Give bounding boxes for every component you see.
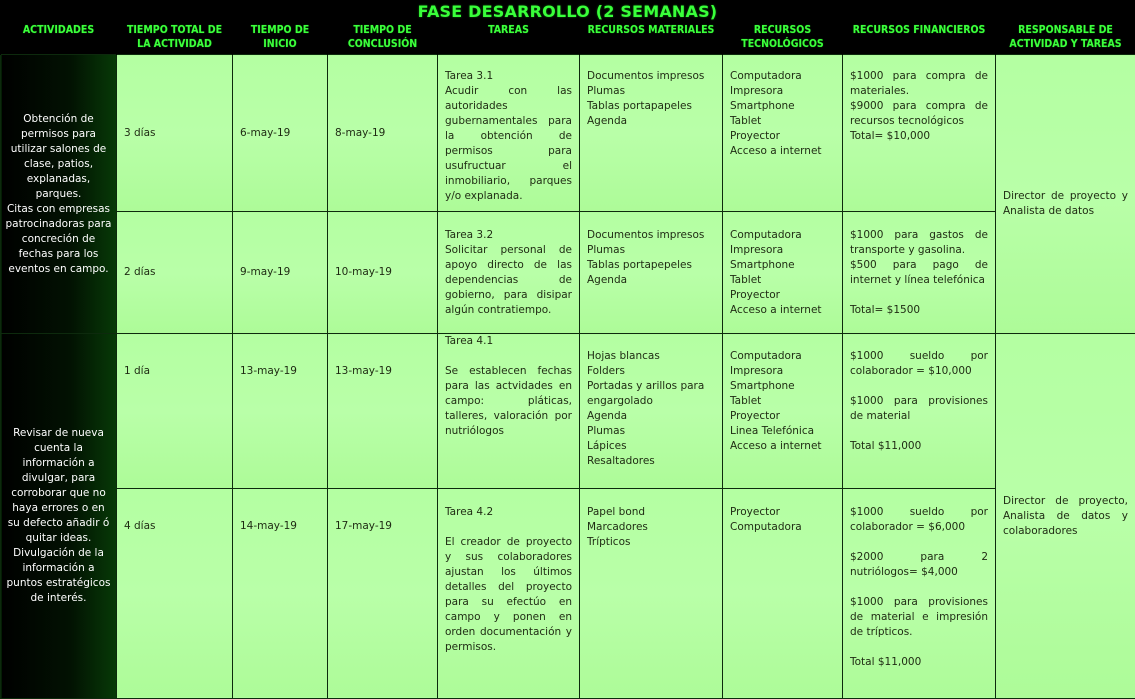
activity-cell: Obtención de permisos para utilizar salones de clase, patios, explanadas, parques. Citas con empresas patrocinadoras para concreción de fechas para los eventos en campo.	[1, 55, 117, 334]
end-time-cell: 17-may-19	[328, 488, 438, 698]
schedule-table	[0, 22, 1135, 699]
header-responsible: RESPONSABLE DE ACTIVIDAD Y TAREAS	[996, 22, 1135, 55]
tech-cell: Computadora Impresora Smartphone Tablet Proyector Linea Telefónica Acceso a internet	[723, 334, 843, 488]
start-time-cell: 13-may-19	[233, 334, 328, 488]
finance-cell: $1000 sueldo por colaborador = $10,000 $1000 para provisiones de material Total $11,000	[843, 334, 996, 488]
finance-cell: $1000 para compra de materiales. $9000 para compra de recursos tecnológicos Total= $10,000	[843, 55, 996, 212]
total-time-cell: 3 días	[117, 55, 233, 212]
tech-cell: Computadora Impresora Smartphone Tablet Proyector Acceso a internet	[723, 55, 843, 212]
materials-cell: Documentos impresos Plumas Tablas portapepeles Agenda	[580, 212, 723, 334]
end-time-cell: 10-may-19	[328, 212, 438, 334]
tech-cell: Computadora Impresora Smartphone Tablet Proyector Acceso a internet	[723, 212, 843, 334]
table-row	[1, 212, 1135, 334]
total-time-cell: 1 día	[117, 334, 233, 488]
start-time-cell: 9-may-19	[233, 212, 328, 334]
table-row	[1, 334, 1135, 488]
page-title: FASE DESARROLLO (2 SEMANAS)	[417, 2, 718, 21]
header-tech: RECURSOS TECNOLÓGICOS	[723, 22, 843, 55]
materials-cell: Hojas blancas Folders Portadas y arillos para engargolado Agenda Plumas Lápices Resaltadores	[580, 334, 723, 488]
finance-cell: $1000 para gastos de transporte y gasolina. $500 para pago de internet y línea telefónica Total= $1500	[843, 212, 996, 334]
table-row	[1, 55, 1135, 212]
header-end-time: TIEMPO DE CONCLUSIÓN	[328, 22, 438, 55]
header-activities: ACTIVIDADES	[1, 22, 117, 55]
header-finance: RECURSOS FINANCIEROS	[843, 22, 996, 55]
materials-cell: Documentos impresos Plumas Tablas portapapeles Agenda	[580, 55, 723, 212]
start-time-cell: 14-may-19	[233, 488, 328, 698]
tech-cell: Proyector Computadora	[723, 488, 843, 698]
task-cell: Tarea 4.1 Se establecen fechas para las actvidades en campo: pláticas, talleres, valoración por nutriólogos	[438, 334, 580, 488]
responsible-cell: Director de proyecto, Analista de datos y colaboradores	[996, 334, 1135, 699]
header-start-time: TIEMPO DE INICIO	[233, 22, 328, 55]
total-time-cell: 4 días	[117, 488, 233, 698]
total-time-cell: 2 días	[117, 212, 233, 334]
end-time-cell: 13-may-19	[328, 334, 438, 488]
task-cell: Tarea 3.1 Acudir con las autoridades gubernamentales para la obtención de permisos para usufructuar el inmobiliario, parques y/o explanada.	[438, 55, 580, 212]
responsible-cell: Director de proyecto y Analista de datos	[996, 55, 1135, 334]
materials-cell: Papel bond Marcadores Trípticos	[580, 488, 723, 698]
header-materials: RECURSOS MATERIALES	[580, 22, 723, 55]
finance-cell: $1000 sueldo por colaborador = $6,000 $2000 para 2 nutriólogos= $4,000 $1000 para provisiones de material e impresión de trípticos. Total $11,000	[843, 488, 996, 698]
start-time-cell: 6-may-19	[233, 55, 328, 212]
header-row	[1, 22, 1135, 55]
table-row	[1, 488, 1135, 698]
task-cell: Tarea 3.2 Solicitar personal de apoyo directo de las dependencias de gobierno, para disipar algún contratiempo.	[438, 212, 580, 334]
header-total-time: TIEMPO TOTAL DE LA ACTIVIDAD	[117, 22, 233, 55]
header-tasks: TAREAS	[438, 22, 580, 55]
end-time-cell: 8-may-19	[328, 55, 438, 212]
activity-cell: Revisar de nueva cuenta la información a divulgar, para corroborar que no haya errores o en su defecto añadir ó quitar ideas. Divulgación de la información a puntos estratégicos de interés.	[1, 334, 117, 699]
task-cell: Tarea 4.2 El creador de proyecto y sus colaboradores ajustan los últimos detalles del proyecto para su efectúo en campo y ponen en orden documentación y permisos.	[438, 488, 580, 698]
